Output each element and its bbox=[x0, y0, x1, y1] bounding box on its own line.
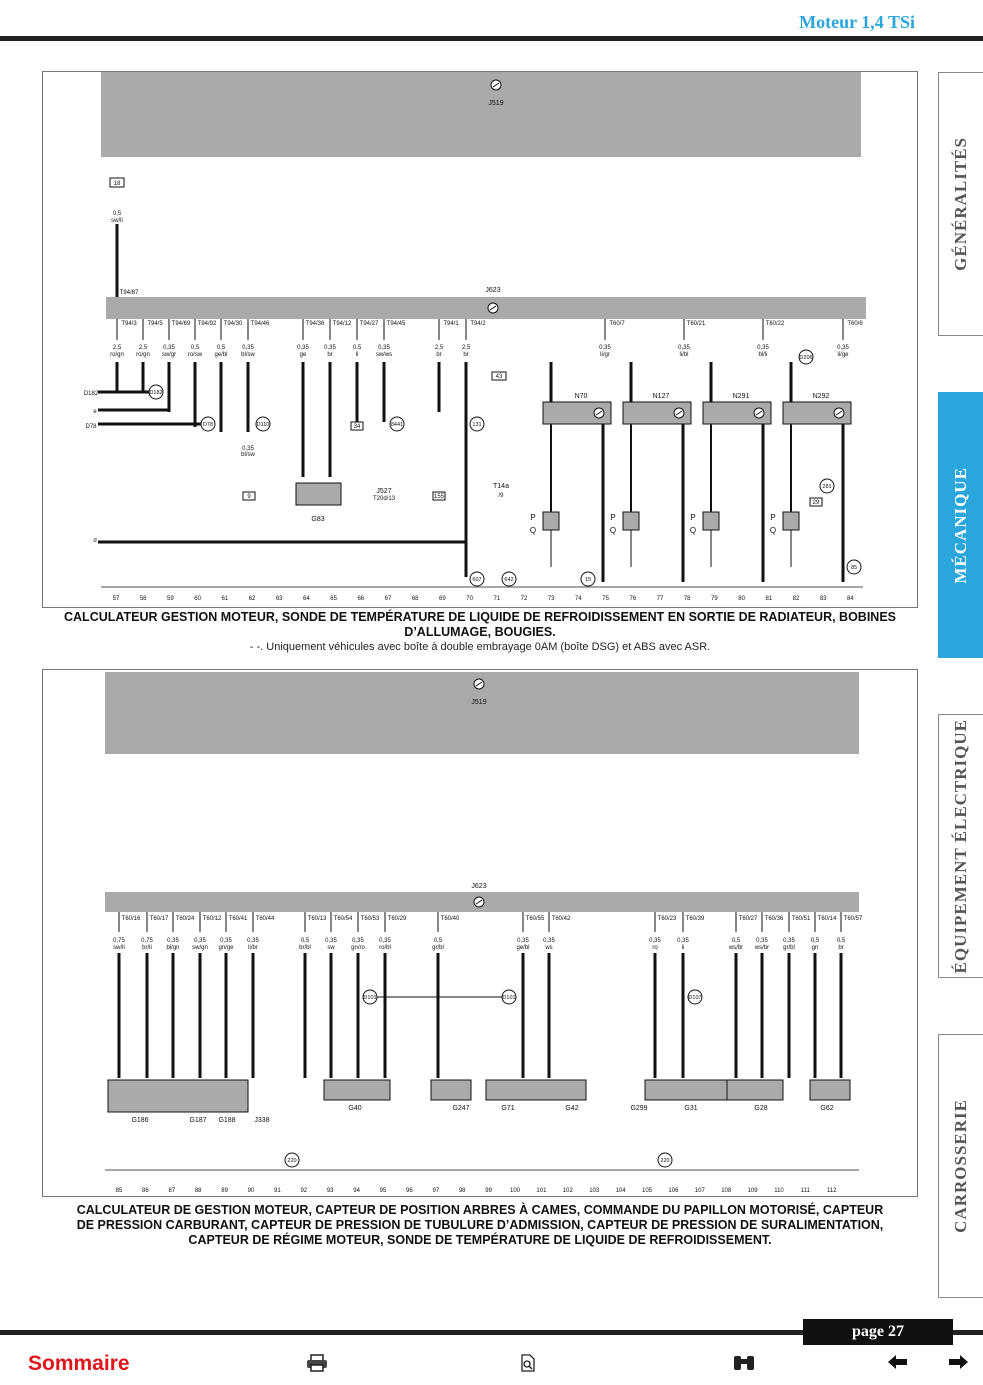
scale-number: 60 bbox=[194, 596, 201, 602]
pin-label: T60/42 bbox=[551, 916, 571, 922]
wire-size: 0,35 bbox=[247, 938, 259, 944]
wire-color: sw/gr bbox=[161, 352, 177, 358]
j527-pin-label: T20d/13 bbox=[372, 496, 396, 502]
sensor-component bbox=[324, 1080, 390, 1100]
scale-number: 84 bbox=[847, 596, 854, 602]
pin-label: T60/14 bbox=[817, 916, 837, 922]
connector-85-label: 85 bbox=[850, 565, 858, 571]
wire-color: li/br bbox=[248, 945, 258, 951]
pin-label: T60/24 bbox=[175, 916, 195, 922]
wire-size: 0,35 bbox=[379, 938, 391, 944]
pin-label: T60/16 bbox=[121, 916, 141, 922]
pin-label: T60/55 bbox=[525, 916, 545, 922]
connector-220-label: 220 bbox=[287, 1158, 297, 1164]
connector-8441-label: 8441 bbox=[390, 422, 404, 428]
wire-size: 0,35 bbox=[352, 938, 364, 944]
connector-d182-label: D182 bbox=[149, 390, 163, 396]
scale-number: 89 bbox=[221, 1188, 228, 1194]
pin-label: T60/22 bbox=[765, 321, 785, 327]
wire-color: sw/ws bbox=[375, 352, 393, 358]
wire-color: ge bbox=[299, 352, 307, 358]
left-label-e: e bbox=[93, 409, 97, 415]
scale-number: 71 bbox=[493, 596, 501, 602]
wire-size: 0,75 bbox=[113, 938, 125, 944]
pin-label: T94/1 bbox=[443, 321, 459, 327]
pin-label: T60/53 bbox=[360, 916, 380, 922]
wire-size: 0,35 bbox=[167, 938, 179, 944]
component-label: G299 bbox=[630, 1105, 648, 1112]
pin-label: T60/57 bbox=[843, 916, 863, 922]
connector-29-label: 29 bbox=[812, 500, 820, 506]
coil-label: N291 bbox=[732, 393, 750, 400]
wiring-diagram-2 bbox=[42, 669, 918, 1197]
wiring-diagram-1 bbox=[42, 71, 918, 608]
j623-label: J623 bbox=[485, 287, 501, 294]
scale-number: 108 bbox=[721, 1188, 732, 1194]
wire-size: 0,35 bbox=[163, 345, 175, 351]
connector-642-label: 642 bbox=[504, 577, 514, 583]
scale-number: 66 bbox=[357, 596, 365, 602]
diagram-1-caption: CALCULATEUR GESTION MOTEUR, SONDE DE TEMPÉRATURE DE LIQUIDE DE REFROIDISSEMENT EN SORTIE DE RADIATEUR, BOBINES D’ALLUMAGE, BOUGIES. bbox=[64, 610, 896, 639]
scale-number: 78 bbox=[683, 596, 691, 602]
wire-size: 0,35 bbox=[297, 345, 309, 351]
pin-label: T94/30 bbox=[223, 321, 243, 327]
wire-color: bl/sw bbox=[241, 352, 255, 358]
arrow-right-icon[interactable] bbox=[948, 1354, 968, 1375]
wire-color: li bbox=[355, 352, 359, 358]
wire-size: 0,5 bbox=[216, 345, 226, 351]
pin-label: T60/39 bbox=[685, 916, 705, 922]
scale-number: 91 bbox=[274, 1188, 281, 1194]
wire-color: bl/gn bbox=[166, 945, 180, 951]
connector-155-label: 155 bbox=[433, 494, 445, 500]
left-label-d78: D78 bbox=[85, 424, 97, 430]
wire-size: 0,35 bbox=[757, 345, 769, 351]
feed-pin-label: T94/87 bbox=[119, 290, 139, 296]
wire-size: 0,5 bbox=[731, 938, 741, 944]
pin-label: T60/13 bbox=[307, 916, 327, 922]
scale-number: 70 bbox=[466, 596, 473, 602]
plug-letter-q: Q bbox=[769, 526, 777, 535]
wire-size: 0,35 bbox=[543, 938, 555, 944]
scale-number: 100 bbox=[509, 1188, 521, 1194]
connector-d206-label: D206 bbox=[799, 355, 813, 361]
scale-number: 99 bbox=[485, 1188, 492, 1194]
pin-label: T60/51 bbox=[791, 916, 811, 922]
plug-letter-p: P bbox=[690, 513, 696, 522]
coil-label: N127 bbox=[652, 393, 670, 400]
wire-color: bl/li bbox=[758, 352, 768, 358]
binoculars-icon[interactable] bbox=[732, 1354, 756, 1377]
document-title: Moteur 1,4 TSi bbox=[799, 12, 915, 32]
scale-number: 77 bbox=[656, 596, 664, 602]
page-number: page 27 bbox=[803, 1319, 953, 1345]
scale-number: 81 bbox=[765, 596, 773, 602]
tab-carrosserie[interactable]: CARROSSERIE bbox=[938, 1034, 983, 1298]
pin-label: T94/2 bbox=[470, 321, 486, 327]
pin-label: T60/23 bbox=[657, 916, 677, 922]
connector-d101-label: D101 bbox=[363, 995, 377, 1001]
scale-number: 63 bbox=[275, 596, 283, 602]
pin-label: T94/92 bbox=[197, 321, 217, 327]
pin-label: T60/36 bbox=[764, 916, 784, 922]
scale-number: 72 bbox=[520, 596, 528, 602]
scale-number: 69 bbox=[439, 596, 446, 602]
sommaire-link[interactable]: Sommaire bbox=[28, 1352, 130, 1375]
fuse-wire-size: 0,5 bbox=[112, 211, 122, 217]
wire-color: br/bl bbox=[299, 945, 311, 951]
tab-generalites[interactable]: GÉNÉRALITÉS bbox=[938, 72, 983, 336]
sensor-g83 bbox=[296, 483, 341, 505]
connector-15-label: 15 bbox=[584, 577, 592, 583]
scale-number: 73 bbox=[547, 596, 555, 602]
sensor-component bbox=[486, 1080, 586, 1100]
wire-color: ro/gn bbox=[136, 352, 150, 358]
scale-number: 93 bbox=[326, 1188, 334, 1194]
g83-label: G83 bbox=[311, 516, 325, 523]
wire-size: 0,35 bbox=[220, 938, 232, 944]
component-label: G31 bbox=[684, 1105, 698, 1112]
wire-size: 0,5 bbox=[810, 938, 820, 944]
scale-number: 96 bbox=[406, 1188, 413, 1194]
wire-size: 0,35 bbox=[378, 345, 390, 351]
pin-label: T60/7 bbox=[609, 321, 625, 327]
j527-label: J527 bbox=[376, 488, 392, 495]
connector-34-label: 34 bbox=[353, 424, 361, 430]
pin-label: T60/41 bbox=[228, 916, 248, 922]
wire-color: sw/gn bbox=[192, 945, 208, 951]
scale-number: 65 bbox=[330, 596, 337, 602]
j623-label: J623 bbox=[471, 883, 487, 890]
wire-color: ws/br bbox=[754, 945, 770, 951]
wire-size: 0,35 bbox=[783, 938, 795, 944]
wire-color: gr/bl bbox=[432, 945, 444, 951]
plug-letter-q: Q bbox=[689, 526, 697, 535]
wire-color: gr/bl bbox=[783, 945, 795, 951]
wire-color: ge/bl bbox=[214, 352, 228, 358]
pin-label: T94/36 bbox=[305, 321, 325, 327]
fuse-18-box-label: 18 bbox=[113, 181, 121, 187]
document-search-icon[interactable] bbox=[520, 1354, 536, 1377]
wire-color: li bbox=[681, 945, 685, 951]
j519-unit-block bbox=[101, 72, 861, 157]
pin-label: T60/6 bbox=[847, 321, 863, 327]
pin-label: T60/27 bbox=[738, 916, 758, 922]
wire-color: bl/sw bbox=[241, 452, 255, 458]
arrow-left-icon[interactable] bbox=[888, 1354, 908, 1375]
connector-220-label: 220 bbox=[660, 1158, 670, 1164]
scale-number: 74 bbox=[575, 596, 582, 602]
wire-size: 0,35 bbox=[242, 446, 254, 452]
component-label: G188 bbox=[218, 1117, 236, 1124]
wire-size: 0,35 bbox=[324, 345, 336, 351]
fuse-wire-color: sw/li bbox=[111, 218, 123, 224]
scale-number: 98 bbox=[458, 1188, 466, 1194]
scale-number: 62 bbox=[248, 596, 256, 602]
component-label: G62 bbox=[820, 1105, 834, 1112]
wire-color: ro/sw bbox=[187, 352, 203, 358]
pin-label: T94/12 bbox=[332, 321, 352, 327]
wire-color: sw/li bbox=[113, 945, 125, 951]
j519-label: J519 bbox=[471, 699, 487, 706]
pin-label: T94/69 bbox=[171, 321, 191, 327]
scale-number: 64 bbox=[303, 596, 310, 602]
scale-number: 75 bbox=[602, 596, 609, 602]
wire-color: gn/ro bbox=[351, 945, 365, 951]
scale-number: 110 bbox=[774, 1188, 784, 1194]
connector-d107-label: D107 bbox=[688, 995, 702, 1001]
sensor-component bbox=[108, 1080, 248, 1112]
spark-plug bbox=[623, 512, 639, 530]
scale-number: 61 bbox=[221, 596, 229, 602]
pin-label: T94/45 bbox=[386, 321, 406, 327]
wire-color: ro/bl bbox=[379, 945, 391, 951]
plug-letter-q: Q bbox=[529, 526, 537, 535]
wire-color: li/gr bbox=[600, 352, 610, 358]
connector-281-label: 281 bbox=[822, 484, 832, 490]
component-label: G42 bbox=[565, 1105, 579, 1112]
pin-label: T60/17 bbox=[149, 916, 169, 922]
component-label: G186 bbox=[131, 1117, 149, 1124]
coil-label: N292 bbox=[812, 393, 830, 400]
connector-9-label: 9 bbox=[247, 494, 251, 500]
wire-color: br bbox=[327, 352, 333, 358]
wire-size: 0,35 bbox=[325, 938, 337, 944]
scale-number: 68 bbox=[411, 596, 419, 602]
scale-number: 76 bbox=[629, 596, 637, 602]
plug-letter-q: Q bbox=[609, 526, 617, 535]
component-label: J338 bbox=[254, 1117, 270, 1124]
scale-number: 80 bbox=[738, 596, 745, 602]
sensor-component bbox=[431, 1080, 471, 1100]
scale-number: 88 bbox=[194, 1188, 202, 1194]
component-label: G28 bbox=[754, 1105, 768, 1112]
scale-number: 59 bbox=[167, 596, 174, 602]
plug-t14a-pin: /9 bbox=[498, 493, 504, 499]
scale-number: 85 bbox=[115, 1188, 123, 1194]
connector-d110-label: D110 bbox=[256, 422, 270, 428]
connector-607-label: 607 bbox=[472, 577, 482, 583]
diagram-1-note: - -. Uniquement véhicules avec boîte à double embrayage 0AM (boîte DSG) et ABS avec ASR. bbox=[249, 641, 711, 653]
scale-number: 106 bbox=[668, 1188, 679, 1194]
scale-number: 67 bbox=[384, 596, 392, 602]
diagram-2-caption: CALCULATEUR DE GESTION MOTEUR, CAPTEUR DE POSITION ARBRES À CAMES, COMMANDE DU PAPILLON MOTORISÉ, CAPTEUR DE PRESSION CARBURANT, CAPTEUR DE PRESSION DE TUBULURE D’ADMISSION, CAPTEUR DE PRESSION DE SURALIMENTATION, CAPTEUR DE RÉGIME MOTEUR, SONDE DE TEMPÉRATURE DE LIQUIDE DE REFROIDISSEMENT. bbox=[76, 1203, 884, 1247]
plug-t14a-label: T14a bbox=[493, 483, 509, 490]
tab-equipement-electrique[interactable]: ÉQUIPEMENT ÉLECTRIQUE bbox=[938, 714, 983, 978]
wire-color: ro/gn bbox=[110, 352, 124, 358]
scale-number: 58 bbox=[139, 596, 147, 602]
wire-color: gn bbox=[811, 945, 819, 951]
spark-plug bbox=[783, 512, 799, 530]
wire-color: br bbox=[436, 352, 442, 358]
coil-label: N70 bbox=[574, 393, 588, 400]
plug-letter-p: P bbox=[770, 513, 776, 522]
wire-size: 2,5 bbox=[138, 345, 148, 351]
scale-number: 90 bbox=[247, 1188, 255, 1194]
scale-number: 94 bbox=[353, 1188, 360, 1194]
wire-size: 0,5 bbox=[300, 938, 310, 944]
sensor-component bbox=[810, 1080, 850, 1100]
scale-number: 87 bbox=[168, 1188, 176, 1194]
scale-number: 103 bbox=[589, 1188, 600, 1194]
component-label: G247 bbox=[452, 1105, 470, 1112]
wire-color: li/ge bbox=[837, 352, 849, 358]
wire-color: gn/ge bbox=[218, 945, 234, 951]
j623-ecu-block bbox=[106, 297, 866, 319]
component-label: G40 bbox=[348, 1105, 362, 1112]
scale-number: 86 bbox=[142, 1188, 149, 1194]
pin-label: T60/44 bbox=[255, 916, 275, 922]
pin-label: T94/3 bbox=[121, 321, 137, 327]
printer-icon[interactable] bbox=[306, 1354, 328, 1377]
wire-color: br bbox=[463, 352, 469, 358]
wire-color: li/bl bbox=[679, 352, 689, 358]
scale-number: 107 bbox=[694, 1188, 705, 1194]
j519-label: J519 bbox=[488, 100, 504, 107]
scale-number: 105 bbox=[641, 1188, 653, 1194]
scale-number: 79 bbox=[711, 596, 718, 602]
wire-size: 0,35 bbox=[756, 938, 768, 944]
wire-size: 0,35 bbox=[837, 345, 849, 351]
wire-color: sw bbox=[327, 945, 335, 951]
pin-label: T94/5 bbox=[147, 321, 163, 327]
connector-43-label: 43 bbox=[495, 374, 503, 380]
wire-size: 2,5 bbox=[434, 345, 444, 351]
top-divider bbox=[0, 36, 983, 41]
spark-plug bbox=[543, 512, 559, 530]
scale-number: 109 bbox=[747, 1188, 758, 1194]
plug-letter-p: P bbox=[610, 513, 616, 522]
scale-number: 57 bbox=[112, 596, 120, 602]
pin-label: T94/27 bbox=[359, 321, 379, 327]
connector-d78-label: D78 bbox=[202, 422, 214, 428]
pin-label: T60/21 bbox=[686, 321, 706, 327]
wire-color: ws bbox=[545, 945, 553, 951]
spark-plug bbox=[703, 512, 719, 530]
wire-color: br/li bbox=[142, 945, 152, 951]
pin-label: T94/46 bbox=[250, 321, 270, 327]
scale-number: 102 bbox=[562, 1188, 573, 1194]
wire-size: 0,5 bbox=[190, 345, 200, 351]
wire-size: 0,35 bbox=[194, 938, 206, 944]
wire-color: ws/br bbox=[728, 945, 744, 951]
pin-label: T60/54 bbox=[333, 916, 353, 922]
wire-size: 2,5 bbox=[112, 345, 122, 351]
component-label: G187 bbox=[189, 1117, 207, 1124]
left-label-d: d bbox=[93, 538, 97, 544]
scale-number: 112 bbox=[827, 1188, 837, 1194]
wire-size: 0,35 bbox=[517, 938, 529, 944]
wire-size: 0,75 bbox=[141, 938, 153, 944]
wire-size: 0,35 bbox=[678, 345, 690, 351]
wire-color: ge/bl bbox=[516, 945, 530, 951]
scale-number: 111 bbox=[800, 1188, 810, 1194]
wire-size: 0,35 bbox=[242, 345, 254, 351]
scale-number: 95 bbox=[379, 1188, 387, 1194]
connector-d101-label: D101 bbox=[502, 995, 516, 1001]
component-label: G71 bbox=[501, 1105, 515, 1112]
scale-number: 97 bbox=[432, 1188, 440, 1194]
wire-color: br bbox=[838, 945, 844, 951]
connector-131-label: 131 bbox=[472, 422, 482, 428]
pin-label: T60/12 bbox=[202, 916, 222, 922]
scale-number: 104 bbox=[615, 1188, 626, 1194]
wire-size: 0,35 bbox=[599, 345, 611, 351]
left-label-d182: D182 bbox=[83, 391, 99, 397]
sensor-component bbox=[727, 1080, 783, 1100]
scale-number: 82 bbox=[792, 596, 800, 602]
wire-size: 0,35 bbox=[677, 938, 689, 944]
wire-size: 0,5 bbox=[352, 345, 362, 351]
wire-size: 0,5 bbox=[433, 938, 443, 944]
tab-mecanique[interactable]: MÉCANIQUE bbox=[938, 392, 983, 658]
wire-size: 0,35 bbox=[649, 938, 661, 944]
scale-number: 92 bbox=[300, 1188, 308, 1194]
scale-number: 101 bbox=[536, 1188, 547, 1194]
pin-label: T60/29 bbox=[387, 916, 407, 922]
scale-number: 83 bbox=[819, 596, 827, 602]
wire-color: ro bbox=[652, 945, 658, 951]
wire-size: 2,5 bbox=[461, 345, 471, 351]
wire-size: 0,5 bbox=[836, 938, 846, 944]
plug-letter-p: P bbox=[530, 513, 536, 522]
pin-label: T60/40 bbox=[440, 916, 460, 922]
